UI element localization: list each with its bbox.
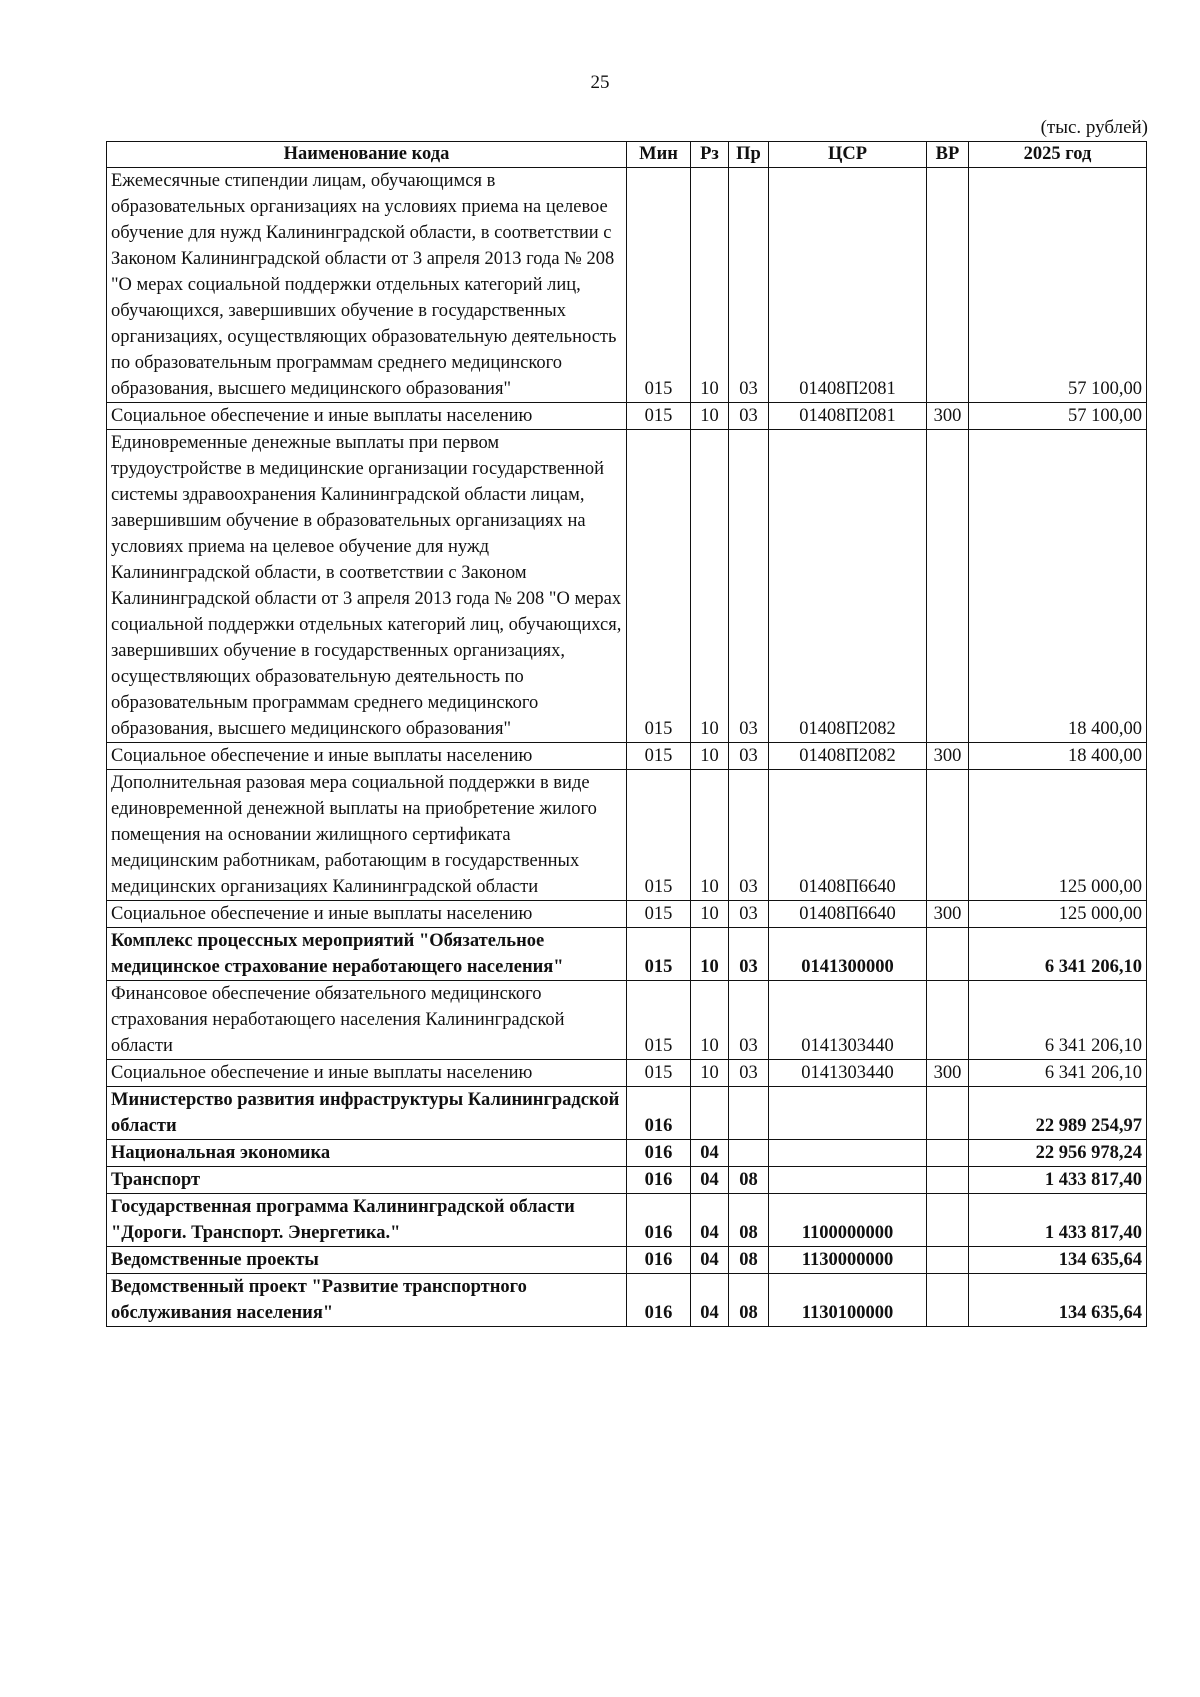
row-pr: 08	[729, 1247, 769, 1274]
row-pr: 03	[729, 901, 769, 928]
row-name: Ежемесячные стипендии лицам, обучающимся в образовательных организациях на условиях приема на целевое обучение для нужд Калининградской области, в соответствии с Законом Калининградской области от 3 апреля 2013 года № 208 "О мерах социальной поддержки отдельных категорий лиц, обучающихся, завершивших обучение в государственных организациях, осуществляющих образовательную деятельность по образовательным программам среднего медицинского образования, высшего медицинского образования"	[107, 168, 627, 403]
row-csr	[769, 1167, 927, 1194]
row-min: 015	[627, 743, 691, 770]
budget-table	[106, 141, 1147, 1327]
row-pr: 03	[729, 403, 769, 430]
row-min: 015	[627, 430, 691, 743]
row-vr	[927, 1194, 969, 1247]
table-row	[107, 430, 1147, 743]
table-header-row	[107, 142, 1147, 168]
row-name: Дополнительная разовая мера социальной поддержки в виде единовременной денежной выплаты на приобретение жилого помещения на основании жилищного сертификата медицинским работникам, работающим в государственных медицинских организациях Калининградской области	[107, 770, 627, 901]
table-row	[107, 1087, 1147, 1140]
row-vr	[927, 770, 969, 901]
row-name: Государственная программа Калининградской области "Дороги. Транспорт. Энергетика."	[107, 1194, 627, 1247]
row-rz: 10	[691, 403, 729, 430]
row-vr	[927, 1274, 969, 1327]
header-rz: Рз	[691, 142, 729, 168]
row-name: Министерство развития инфраструктуры Калининградской области	[107, 1087, 627, 1140]
row-pr: 03	[729, 1060, 769, 1087]
table-row	[107, 168, 1147, 403]
row-csr: 01408П6640	[769, 770, 927, 901]
row-rz: 10	[691, 901, 729, 928]
row-sum: 125 000,00	[969, 901, 1147, 928]
header-vr: ВР	[927, 142, 969, 168]
row-min: 015	[627, 981, 691, 1060]
row-sum: 18 400,00	[969, 743, 1147, 770]
row-pr: 03	[729, 743, 769, 770]
row-name: Социальное обеспечение и иные выплаты населению	[107, 403, 627, 430]
row-name: Транспорт	[107, 1167, 627, 1194]
row-min: 016	[627, 1274, 691, 1327]
table-row	[107, 928, 1147, 981]
row-sum: 6 341 206,10	[969, 1060, 1147, 1087]
row-name: Единовременные денежные выплаты при первом трудоустройстве в медицинские организации государственной системы здравоохранения Калининградской области лицам, завершившим обучение в образовательных организациях на условиях приема на целевое обучение для нужд Калининградской области, в соответствии с Законом Калининградской области от 3 апреля 2013 года № 208 "О мерах социальной поддержки отдельных категорий лиц, обучающихся, завершивших обучение в государственных организациях, осуществляющих образовательную деятельность по образовательным программам среднего медицинского образования, высшего медицинского образования"	[107, 430, 627, 743]
row-min: 016	[627, 1247, 691, 1274]
row-pr: 03	[729, 770, 769, 901]
row-name: Комплекс процессных мероприятий "Обязательное медицинское страхование неработающего населения"	[107, 928, 627, 981]
row-sum: 1 433 817,40	[969, 1194, 1147, 1247]
row-sum: 6 341 206,10	[969, 981, 1147, 1060]
table-row	[107, 1060, 1147, 1087]
header-year: 2025 год	[969, 142, 1147, 168]
header-csr: ЦСР	[769, 142, 927, 168]
row-pr: 03	[729, 928, 769, 981]
row-vr	[927, 430, 969, 743]
row-pr: 08	[729, 1274, 769, 1327]
row-rz: 10	[691, 981, 729, 1060]
row-sum: 22 956 978,24	[969, 1140, 1147, 1167]
row-min: 016	[627, 1194, 691, 1247]
table-row	[107, 1274, 1147, 1327]
row-pr: 08	[729, 1167, 769, 1194]
table-row	[107, 1140, 1147, 1167]
row-vr: 300	[927, 743, 969, 770]
row-sum: 57 100,00	[969, 168, 1147, 403]
row-vr: 300	[927, 403, 969, 430]
table-row	[107, 1247, 1147, 1274]
row-sum: 125 000,00	[969, 770, 1147, 901]
row-name: Ведомственный проект "Развитие транспортного обслуживания населения"	[107, 1274, 627, 1327]
row-rz: 10	[691, 928, 729, 981]
row-vr: 300	[927, 901, 969, 928]
row-rz: 10	[691, 168, 729, 403]
header-min: Мин	[627, 142, 691, 168]
row-min: 015	[627, 1060, 691, 1087]
row-csr	[769, 1087, 927, 1140]
row-vr	[927, 1087, 969, 1140]
row-min: 016	[627, 1167, 691, 1194]
row-vr	[927, 1140, 969, 1167]
row-name: Социальное обеспечение и иные выплаты населению	[107, 901, 627, 928]
row-rz: 04	[691, 1247, 729, 1274]
row-csr: 01408П2081	[769, 168, 927, 403]
row-min: 015	[627, 901, 691, 928]
row-pr: 03	[729, 430, 769, 743]
header-pr: Пр	[729, 142, 769, 168]
table-row	[107, 770, 1147, 901]
row-min: 015	[627, 928, 691, 981]
row-csr: 1100000000	[769, 1194, 927, 1247]
row-csr: 1130100000	[769, 1274, 927, 1327]
row-pr: 03	[729, 168, 769, 403]
row-rz: 04	[691, 1194, 729, 1247]
row-sum: 1 433 817,40	[969, 1167, 1147, 1194]
row-csr	[769, 1140, 927, 1167]
row-rz: 10	[691, 1060, 729, 1087]
table-row	[107, 743, 1147, 770]
row-pr: 03	[729, 981, 769, 1060]
row-rz: 04	[691, 1167, 729, 1194]
row-rz: 10	[691, 770, 729, 901]
row-min: 015	[627, 403, 691, 430]
units-note: (тыс. рублей)	[1040, 117, 1148, 138]
row-pr	[729, 1087, 769, 1140]
row-csr: 0141303440	[769, 981, 927, 1060]
row-min: 016	[627, 1087, 691, 1140]
row-csr: 0141303440	[769, 1060, 927, 1087]
row-csr: 01408П2082	[769, 743, 927, 770]
row-vr	[927, 981, 969, 1060]
row-rz	[691, 1087, 729, 1140]
table-body	[107, 168, 1147, 1327]
row-pr	[729, 1140, 769, 1167]
row-vr	[927, 168, 969, 403]
row-sum: 57 100,00	[969, 403, 1147, 430]
row-csr: 1130000000	[769, 1247, 927, 1274]
row-min: 015	[627, 168, 691, 403]
table-row	[107, 901, 1147, 928]
row-name: Социальное обеспечение и иные выплаты населению	[107, 1060, 627, 1087]
row-vr: 300	[927, 1060, 969, 1087]
row-sum: 134 635,64	[969, 1247, 1147, 1274]
row-rz: 10	[691, 430, 729, 743]
row-rz: 04	[691, 1140, 729, 1167]
row-name: Национальная экономика	[107, 1140, 627, 1167]
row-min: 016	[627, 1140, 691, 1167]
row-vr	[927, 1247, 969, 1274]
row-rz: 10	[691, 743, 729, 770]
row-csr: 01408П6640	[769, 901, 927, 928]
row-csr: 0141300000	[769, 928, 927, 981]
row-rz: 04	[691, 1274, 729, 1327]
table-row	[107, 1167, 1147, 1194]
row-min: 015	[627, 770, 691, 901]
row-name: Ведомственные проекты	[107, 1247, 627, 1274]
page-number: 25	[590, 72, 610, 93]
row-name: Социальное обеспечение и иные выплаты населению	[107, 743, 627, 770]
row-pr: 08	[729, 1194, 769, 1247]
row-csr: 01408П2081	[769, 403, 927, 430]
row-sum: 134 635,64	[969, 1274, 1147, 1327]
header-name: Наименование кода	[107, 142, 627, 168]
row-vr	[927, 928, 969, 981]
row-sum: 22 989 254,97	[969, 1087, 1147, 1140]
row-sum: 18 400,00	[969, 430, 1147, 743]
table-row	[107, 981, 1147, 1060]
row-name: Финансовое обеспечение обязательного медицинского страхования неработающего населения Калининградской области	[107, 981, 627, 1060]
row-csr: 01408П2082	[769, 430, 927, 743]
row-sum: 6 341 206,10	[969, 928, 1147, 981]
table-row	[107, 403, 1147, 430]
table-row	[107, 1194, 1147, 1247]
row-vr	[927, 1167, 969, 1194]
